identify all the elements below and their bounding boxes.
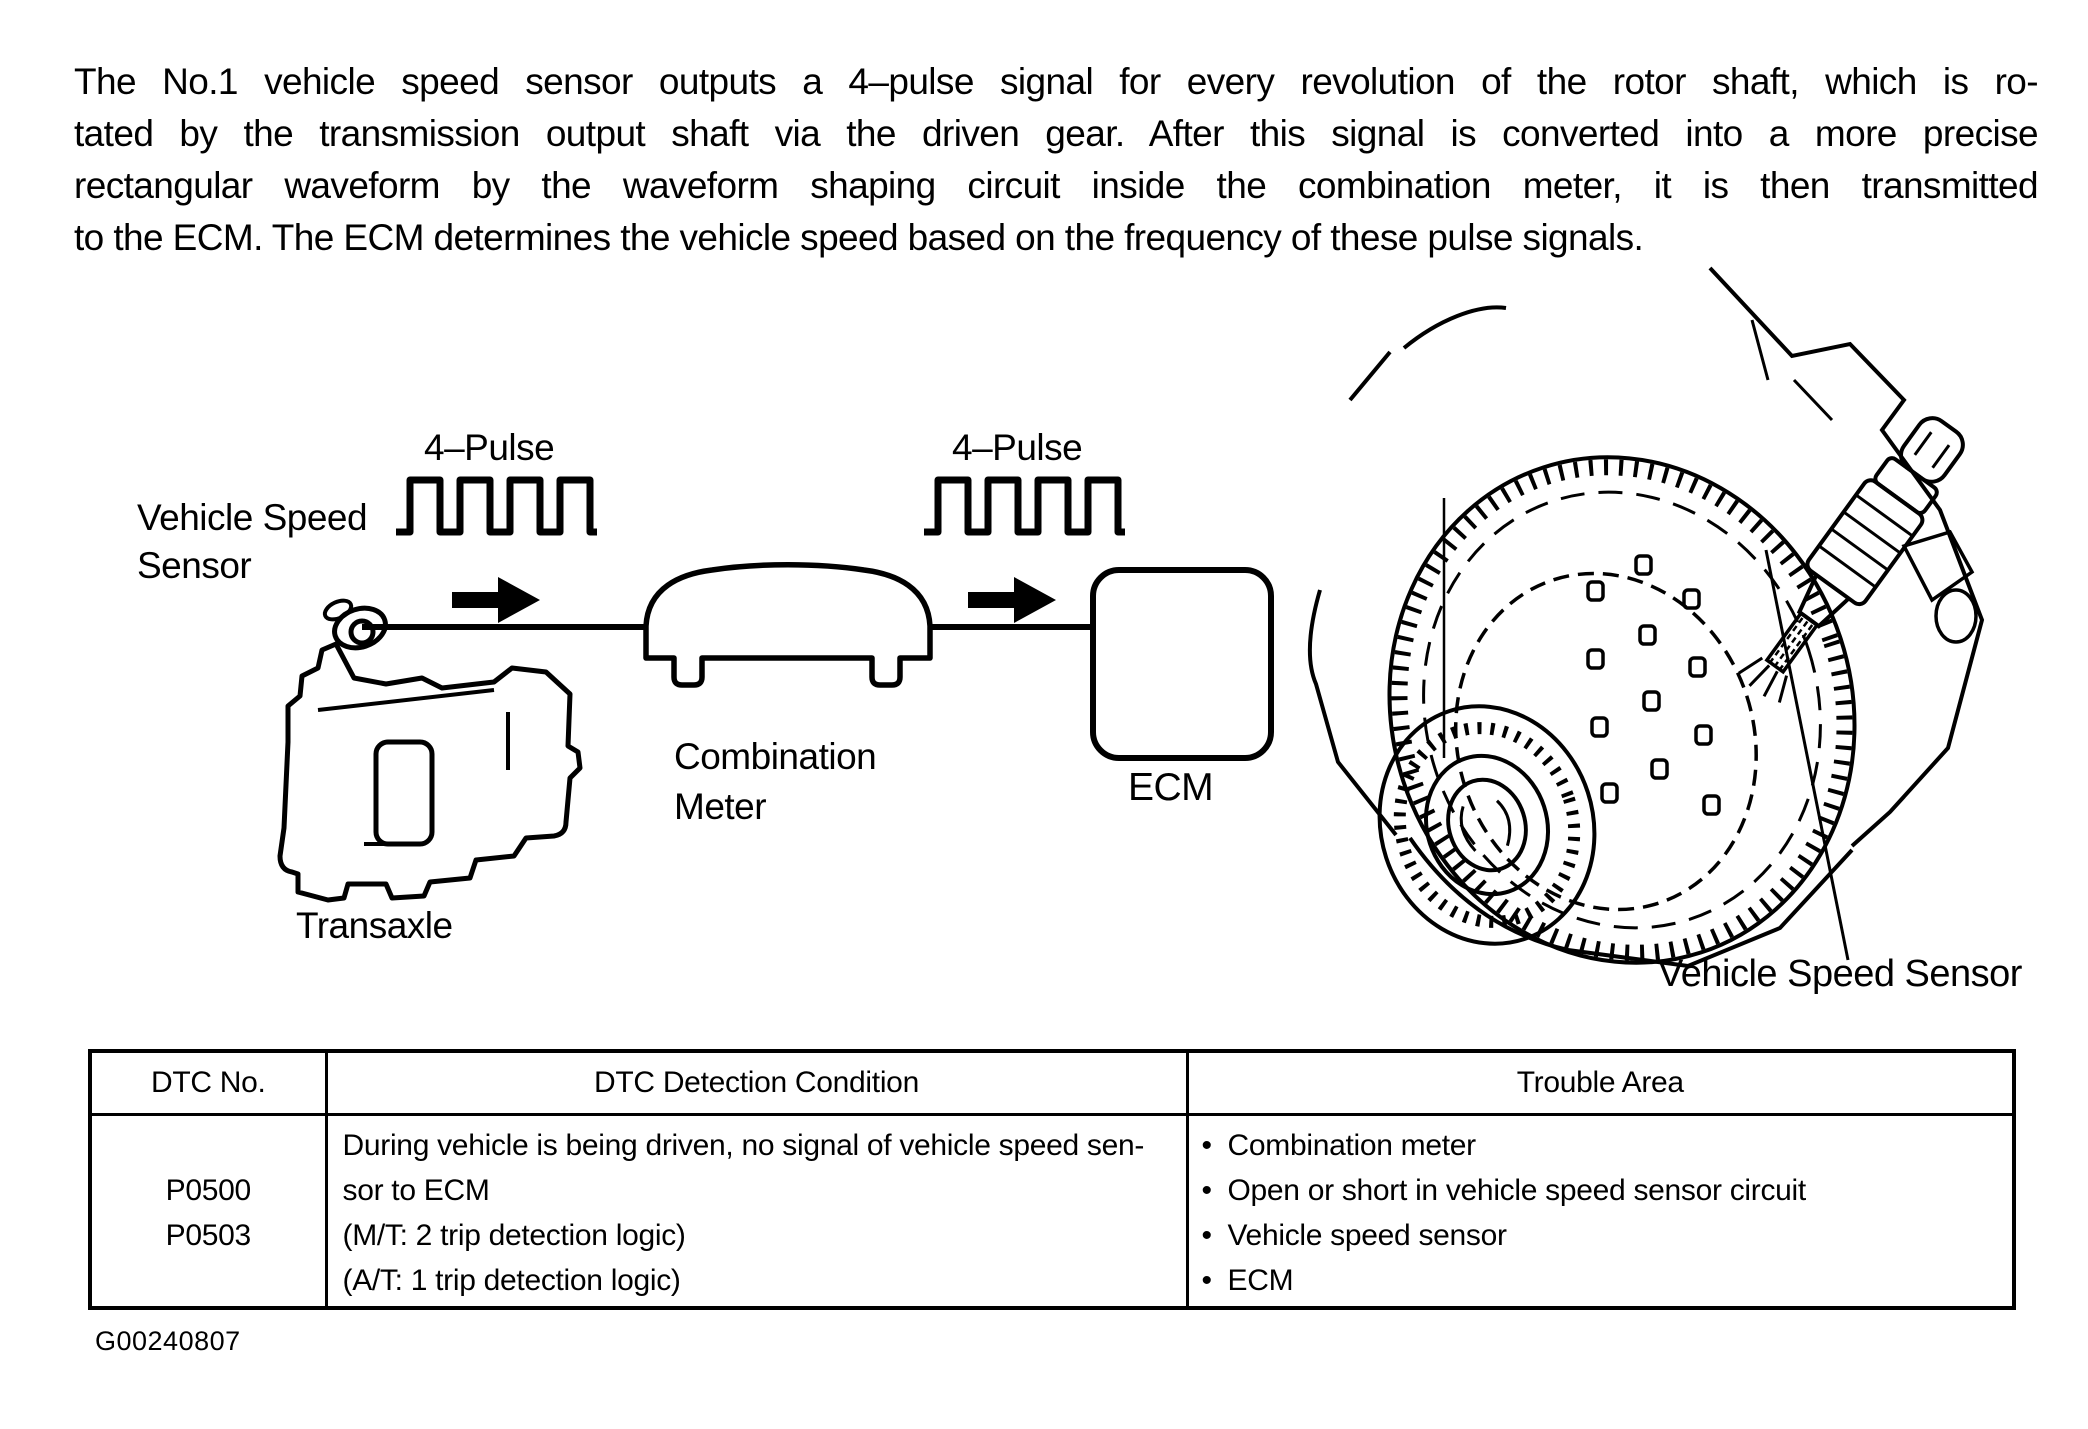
combination-meter-label: Combination Meter — [674, 736, 877, 827]
ecm-label: ECM — [1128, 766, 1214, 809]
condition-line: sor to ECM — [342, 1174, 490, 1207]
header-detection-condition: DTC Detection Condition — [326, 1051, 1187, 1115]
flow-arrow-right-icon — [968, 577, 1056, 623]
vehicle-speed-sensor-callout: Vehicle Speed Sensor — [1658, 953, 2022, 995]
pulse-label-left: 4–Pulse — [424, 427, 555, 468]
condition-line: (M/T: 2 trip detection logic) — [342, 1219, 686, 1252]
gear-assembly-drawing — [1292, 260, 2022, 1010]
bolt-heads — [1588, 556, 1719, 814]
vehicle-speed-sensor-label: Vehicle Speed Sensor — [137, 497, 368, 586]
trouble-area-cell — [1187, 1115, 2014, 1309]
intro-line: rectangular waveform by the waveform shaping circuit inside the combination meter, it is then transmitted — [74, 165, 2038, 206]
header-dtc-no: DTC No. — [90, 1051, 326, 1115]
condition-line: During vehicle is being driven, no signal of vehicle speed sen- — [342, 1129, 1145, 1162]
intro-paragraph — [74, 56, 2038, 264]
intro-line: The No.1 vehicle speed sensor outputs a 4–pulse signal for every revolution of the rotor shaft, which is ro- — [74, 61, 2038, 102]
pulse-label-right: 4–Pulse — [952, 427, 1083, 468]
detection-condition-cell — [326, 1115, 1187, 1309]
trouble-area-item: • Vehicle speed sensor — [1202, 1213, 2012, 1258]
dtc-table-header-row — [90, 1051, 2014, 1115]
dtc-codes-cell — [90, 1115, 326, 1309]
combination-meter-drawing — [638, 558, 938, 693]
transaxle-drawing — [258, 592, 588, 907]
pulse-waveform-left-icon — [394, 472, 599, 536]
header-trouble-area: Trouble Area — [1187, 1051, 2014, 1115]
dtc-code: P0500 — [165, 1174, 251, 1207]
dtc-code: P0503 — [165, 1219, 251, 1252]
transaxle-label: Transaxle — [296, 905, 453, 946]
condition-line: (A/T: 1 trip detection logic) — [342, 1264, 681, 1297]
intro-line: to the ECM. The ECM determines the vehicle speed based on the frequency of these pulse signals. — [74, 217, 1644, 258]
trouble-area-item: • Combination meter — [1202, 1123, 2012, 1168]
intro-line: tated by the transmission output shaft via the driven gear. After this signal is converted into a more precise — [74, 113, 2038, 154]
trouble-area-item: • ECM — [1202, 1258, 2012, 1303]
figure-id: G00240807 — [95, 1326, 241, 1356]
dtc-table-row — [90, 1115, 2014, 1309]
signal-line-meter-to-ecm — [930, 624, 1092, 630]
ecm-box — [1090, 567, 1274, 761]
dtc-table — [88, 1049, 2012, 1310]
speed-sensor-body — [1728, 406, 1977, 712]
trouble-area-item: • Open or short in vehicle speed sensor circuit — [1202, 1168, 2012, 1213]
pulse-waveform-right-icon — [922, 472, 1127, 536]
